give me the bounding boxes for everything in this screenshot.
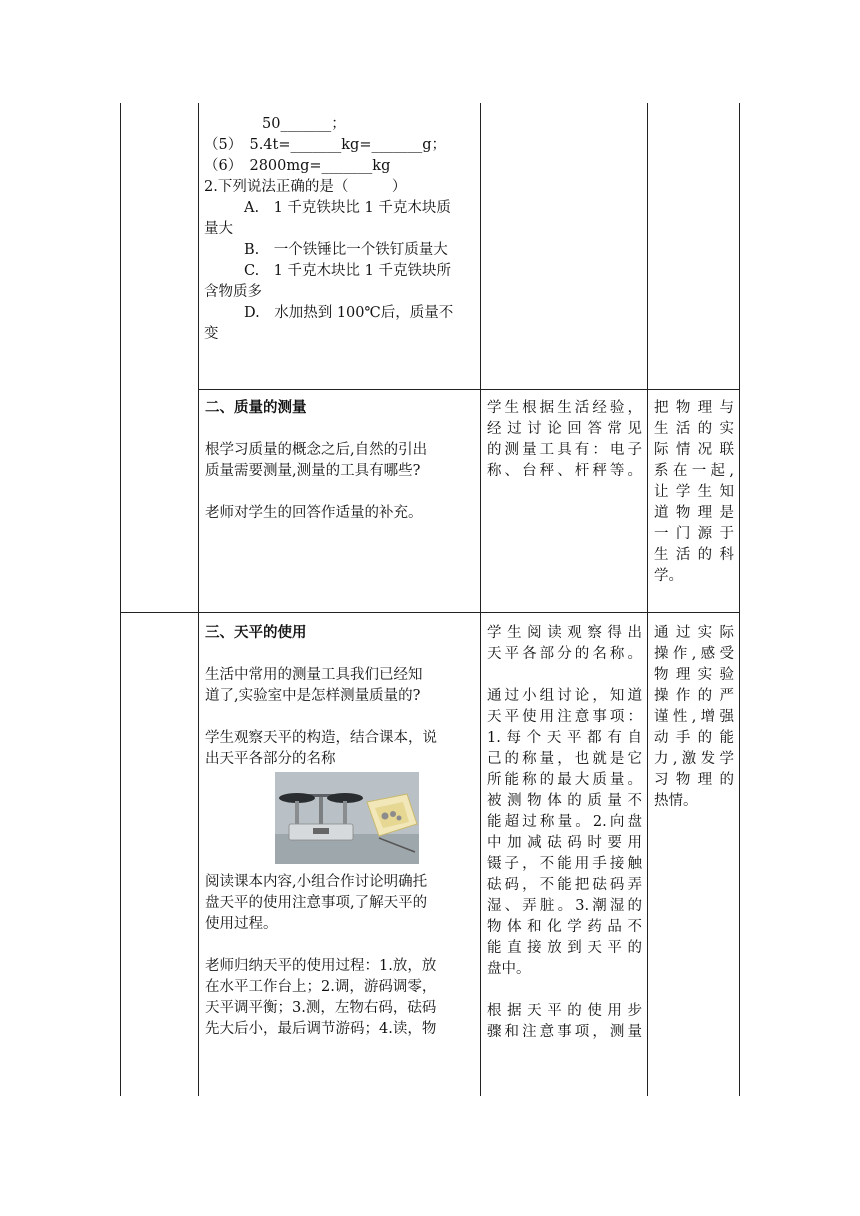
section3-intent-line: 操作的严 bbox=[654, 688, 734, 704]
section3-student-line: 所能称的最大质量。 bbox=[487, 772, 642, 788]
option-d: D. 水加热到 100℃后，质量不 bbox=[244, 305, 454, 321]
section3-teacher-line: 学生观察天平的构造，结合课本，说 bbox=[205, 730, 437, 746]
section2-student-line: 的测量工具有：电子 bbox=[487, 442, 642, 458]
section3-heading: 三、天平的使用 bbox=[205, 625, 307, 641]
table-border-left bbox=[120, 103, 121, 1096]
option-a: A. 1 千克铁块比 1 千克木块质 bbox=[244, 200, 451, 216]
section3-teacher-line: 阅读课本内容,小组合作讨论明确托 bbox=[205, 874, 428, 890]
section3-intent-line: 动手的能 bbox=[654, 730, 734, 746]
section3-teacher-line: 生活中常用的测量工具我们已经知 bbox=[205, 667, 423, 683]
section3-teacher-line: 道了,实验室中是怎样测量质量的? bbox=[205, 688, 421, 704]
section3-student-line: 镊子，不能用手接触 bbox=[487, 856, 642, 872]
section2-intent-line: 际情况联 bbox=[654, 442, 734, 458]
section2-intent-line: 学。 bbox=[654, 568, 683, 584]
column-divider-3 bbox=[647, 103, 648, 1096]
section3-teacher-cell bbox=[205, 623, 477, 1040]
option-a-cont: 量大 bbox=[204, 221, 233, 237]
section2-heading: 二、质量的测量 bbox=[205, 400, 307, 416]
section2-intent-cell bbox=[654, 398, 734, 587]
question-5: （5） 5.4t=_______kg=_______g； bbox=[204, 137, 447, 153]
section3-student-line: 砝码，不能把砝码弄 bbox=[487, 877, 642, 893]
column-divider-1 bbox=[198, 103, 199, 1096]
section3-intent-line: 操作,感受 bbox=[654, 646, 734, 662]
section3-student-line: 被测物体的质量不 bbox=[487, 793, 642, 809]
section2-intent-line: 把物理与 bbox=[654, 400, 734, 416]
section1-teacher-cell bbox=[204, 114, 476, 345]
option-c: C. 1 千克木块比 1 千克铁块所 bbox=[244, 263, 451, 279]
section3-student-line: 天平各部分的名称。 bbox=[487, 646, 642, 662]
section2-student-line: 称、台秤、杆秤等。 bbox=[487, 463, 642, 479]
section3-student-line: 学生阅读观察得出 bbox=[487, 625, 642, 641]
blank-line-50: 50_______； bbox=[262, 116, 346, 132]
column-divider-2 bbox=[480, 103, 481, 1096]
question-6: （6） 2800mg=_______kg bbox=[204, 158, 391, 174]
section3-teacher-line: 先大后小，最后调节游码；4.读，物 bbox=[205, 1021, 437, 1037]
section3-intent-line: 谨性,增强 bbox=[654, 709, 734, 725]
section3-student-line: 1.每个天平都有自 bbox=[487, 730, 642, 746]
section3-teacher-line: 在水平工作台上；2.调，游码调零， bbox=[205, 979, 437, 995]
balance-scale-icon bbox=[275, 772, 419, 864]
section3-student-line: 根据天平的使用步 bbox=[487, 1003, 642, 1019]
section3-teacher-line: 使用过程。 bbox=[205, 916, 278, 932]
row-divider-2 bbox=[120, 612, 740, 613]
section3-intent-line: 习物理的 bbox=[654, 772, 734, 788]
section3-student-line: 骤和注意事项，测量 bbox=[487, 1024, 642, 1040]
section2-teacher-cell bbox=[205, 398, 477, 524]
section2-intent-line: 让学生知 bbox=[654, 484, 734, 500]
balance-scale-photo bbox=[275, 772, 419, 864]
table-border-right bbox=[739, 103, 740, 1096]
section3-student-line: 通过小组讨论，知道 bbox=[487, 688, 642, 704]
section2-intent-line: 一门源于 bbox=[654, 526, 734, 542]
section3-intent-line: 力,激发学 bbox=[654, 751, 734, 767]
option-c-cont: 含物质多 bbox=[204, 284, 262, 300]
section3-student-line: 中加减砝码时要用 bbox=[487, 835, 642, 851]
section3-student-line: 己的称量，也就是它 bbox=[487, 751, 642, 767]
section2-student-line: 学生根据生活经验， bbox=[487, 400, 642, 416]
section3-intent-line: 通过实际 bbox=[654, 625, 734, 641]
section3-student-line: 物体和化学药品不 bbox=[487, 919, 642, 935]
section2-student-line: 经过讨论回答常见 bbox=[487, 421, 642, 437]
section3-student-line: 湿、弄脏。3.潮湿的 bbox=[487, 898, 642, 914]
option-d-cont: 变 bbox=[204, 326, 219, 342]
section2-student-cell bbox=[487, 398, 642, 482]
section3-intent-line: 热情。 bbox=[654, 793, 698, 809]
section3-teacher-line: 盘天平的使用注意事项,了解天平的 bbox=[205, 895, 428, 911]
section3-student-line: 盘中。 bbox=[487, 961, 531, 977]
section2-teacher-line: 老师对学生的回答作适量的补充。 bbox=[205, 505, 423, 521]
section3-student-line: 能超过称量。2.向盘 bbox=[487, 814, 642, 830]
section2-teacher-line: 质量需要测量,测量的工具有哪些? bbox=[205, 463, 421, 479]
section2-teacher-line: 根学习质量的概念之后,自然的引出 bbox=[205, 442, 428, 458]
section3-teacher-line: 出天平各部分的名称 bbox=[205, 751, 336, 767]
option-b: B. 一个铁锤比一个铁钉质量大 bbox=[244, 242, 448, 258]
section3-intent-line: 物理实验 bbox=[654, 667, 734, 683]
section2-intent-line: 生活的科 bbox=[654, 547, 734, 563]
section3-teacher-line: 天平调平衡；3.测，左物右码，砝码 bbox=[205, 1000, 437, 1016]
question-2-stem: 2.下列说法正确的是（ ） bbox=[204, 179, 407, 195]
row-divider-1 bbox=[198, 389, 740, 390]
section2-intent-line: 系在一起, bbox=[654, 463, 734, 479]
section3-student-cell bbox=[487, 623, 642, 1043]
section3-intent-cell bbox=[654, 623, 734, 812]
section2-intent-line: 生活的实 bbox=[654, 421, 734, 437]
section2-intent-line: 道物理是 bbox=[654, 505, 734, 521]
section3-student-line: 天平使用注意事项： bbox=[487, 709, 642, 725]
section3-teacher-line: 老师归纳天平的使用过程：1.放，放 bbox=[205, 958, 437, 974]
section3-student-line: 能直接放到天平的 bbox=[487, 940, 642, 956]
